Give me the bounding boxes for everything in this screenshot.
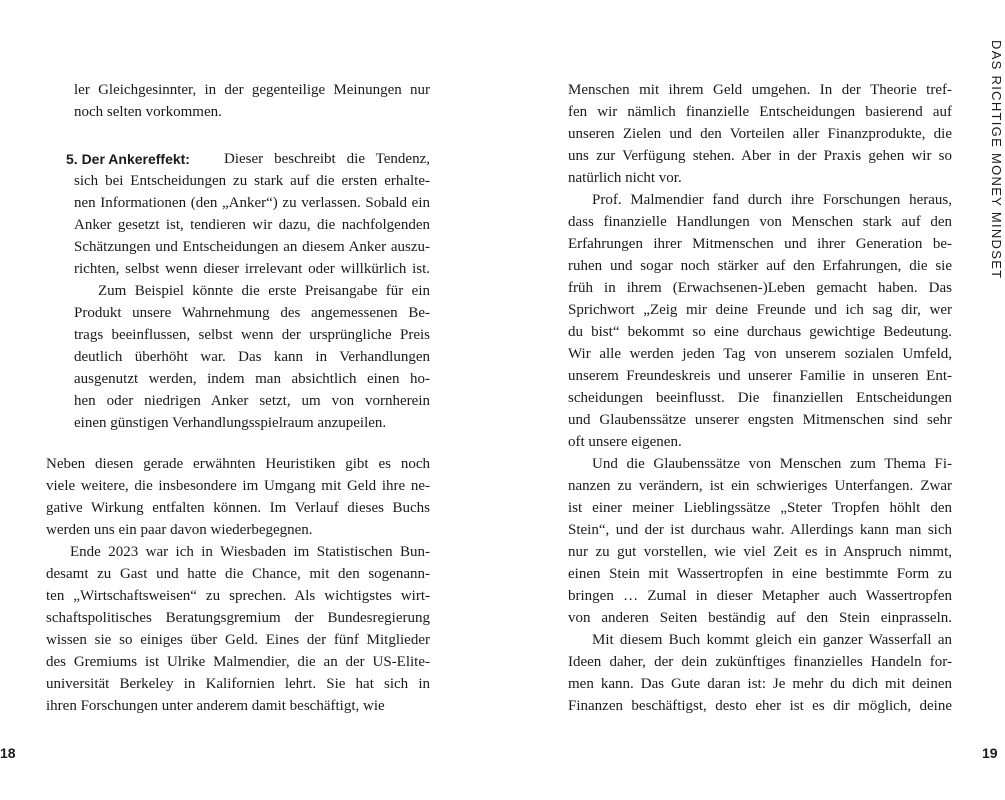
text-line: Stein“, und der ist durchaus wahr. Allerdings kann man sich: [568, 522, 952, 538]
text-line: viele weitere, die insbesondere im Umgang mit Geld ihre ne-: [46, 478, 430, 494]
text-line: einen günstigen Verhandlungsspielraum anzupeilen.: [74, 415, 387, 431]
text-line: ler Gleichgesinnter, in der gegenteilige Meinungen nur: [74, 82, 430, 98]
text-line: unseren Zielen und den Vorteilen aller Finanzprodukte, die: [568, 126, 952, 142]
text-line: Finanzen beschäftigst, desto eher ist es dir möglich, deine: [568, 698, 952, 714]
text-line: Mit diesem Buch kommt gleich ein ganzer Wasserfall an: [592, 632, 952, 648]
text-line: Ende 2023 war ich in Wiesbaden im Statistischen Bun-: [70, 544, 430, 560]
text-line: ihren Forschungen unter anderem damit beschäftigt, wie: [46, 698, 385, 714]
text-line: hen oder niedrigen Anker setzt, um von vornherein: [74, 393, 430, 409]
text-line: einen Stein mit Wassertropfen in eine bestimmte Form zu: [568, 566, 952, 582]
text-line: uns zur Verfügung stehen. Aber in der Praxis gehen wir so: [568, 148, 952, 164]
page-number-right: 19: [982, 745, 998, 761]
text-line: universität Berkeley in Kalifornien lehrt. Sie hat sich in: [46, 676, 430, 692]
text-line: Erfahrungen ihrer Mitmenschen und ihrer Generation be-: [568, 236, 952, 252]
text-line: Ideen daher, der dein zukünftiges finanzielles Handeln for-: [568, 654, 952, 670]
running-head-text: DAS RICHTIGE MONEY MINDSET: [989, 40, 1004, 280]
text-line: ten „Wirtschaftsweisen“ zu sprechen. Als wichtigstes wirt-: [46, 588, 430, 604]
text-line: Zum Beispiel könnte die erste Preisangabe für ein: [98, 283, 430, 299]
text-line: nanzen zu verändern, ist ein schwieriges Unterfangen. Zwar: [568, 478, 952, 494]
text-line: natürlich nicht vor.: [568, 170, 682, 186]
text-line: Menschen mit ihrem Geld umgehen. In der Theorie tref-: [568, 82, 952, 98]
text-line: ist einer meiner Lieblingssätze „Steter Tropfen höhlt den: [568, 500, 952, 516]
text-line: Dieser beschreibt die Tendenz,: [224, 151, 430, 167]
text-line: werden uns ein paar davon wiederbegegnen.: [46, 522, 313, 538]
text-line: von anderen Seiten beständig auf den Stein einprasseln.: [568, 610, 952, 626]
text-line: noch selten vorkommen.: [74, 104, 222, 120]
text-line: Neben diesen gerade erwähnten Heuristiken gibt es noch: [46, 456, 430, 472]
text-line: dass finanzielle Handlungen von Menschen stark auf den: [568, 214, 952, 230]
text-line: deutlich überhöht war. Das kann in Verhandlungen: [74, 349, 430, 365]
text-line: oft unsere eigenen.: [568, 434, 682, 450]
text-line: scheidungen beeinflusst. Die finanziellen Entscheidungen: [568, 390, 952, 406]
text-line: ruhen und sogar noch stärker auf den Erfahrungen, die sie: [568, 258, 952, 274]
text-line: Produkt unsere Wahrnehmung des angemessenen Be-: [74, 305, 430, 321]
text-line: sich bei Entscheidungen zu stark auf die ersten erhalte-: [74, 173, 430, 189]
text-line: bringen … Zumal in dieser Metapher auch Wassertropfen: [568, 588, 952, 604]
text-line: nur zu gut vorstellen, wie viel Zeit es in Anspruch nimmt,: [568, 544, 952, 560]
right-page: [500, 0, 1000, 800]
left-page: [0, 0, 500, 800]
text-line: men kann. Das Gute daran ist: Je mehr du dich mit deinen: [568, 676, 952, 692]
text-line: Schätzungen und Entscheidungen an diesem Anker auszu-: [74, 239, 430, 255]
text-line: unserem Freundeskreis und unserer Familie in unseren Ent-: [568, 368, 952, 384]
text-line: ausgenutzt werden, indem man absichtlich einen ho-: [74, 371, 430, 387]
text-line: des Gremiums ist Ulrike Malmendier, die an der US-Elite-: [46, 654, 430, 670]
text-line: Anker gesetzt ist, tendieren wir dazu, die nachfolgenden: [74, 217, 430, 233]
text-line: schaftspolitisches Beratungsgremium der Bundesregierung: [46, 610, 430, 626]
text-line: Wir alle werden jeden Tag von unserem sozialen Umfeld,: [568, 346, 952, 362]
text-line: fen wir nämlich finanzielle Entscheidungen basierend auf: [568, 104, 952, 120]
text-line: nen Informationen (den „Anker“) zu verlassen. Sobald ein: [74, 195, 430, 211]
text-line: trags beeinflussen, selbst wenn der ursprüngliche Preis: [74, 327, 430, 343]
running-head: [989, 40, 1005, 420]
text-line: früh in ihrem (Erwachsenen-)Leben gemacht haben. Das: [568, 280, 952, 296]
anker-heading: 5. Der Ankereffekt:: [66, 151, 190, 167]
text-line: Sprichwort „Zeig mir deine Freunde und ich sag dir, wer: [568, 302, 952, 318]
text-line: richten, selbst wenn dieser irrelevant oder willkürlich ist.: [74, 261, 430, 277]
text-line: und Glaubenssätze unserer engsten Mitmenschen sind sehr: [568, 412, 952, 428]
text-line: wissen sie so einiges über Geld. Eines der fünf Mitglieder: [46, 632, 430, 648]
text-line: Und die Glaubenssätze von Menschen zum Thema Fi-: [592, 456, 952, 472]
text-line: desamt zu Gast und hatte die Chance, mit den sogenann-: [46, 566, 430, 582]
page-number-left: 18: [0, 745, 16, 761]
text-line: du bist“ bekommt so eine durchaus gewichtige Bedeutung.: [568, 324, 952, 340]
text-line: Prof. Malmendier fand durch ihre Forschungen heraus,: [592, 192, 952, 208]
text-line: gative Wirkung entfalten können. Im Verlauf dieses Buchs: [46, 500, 430, 516]
